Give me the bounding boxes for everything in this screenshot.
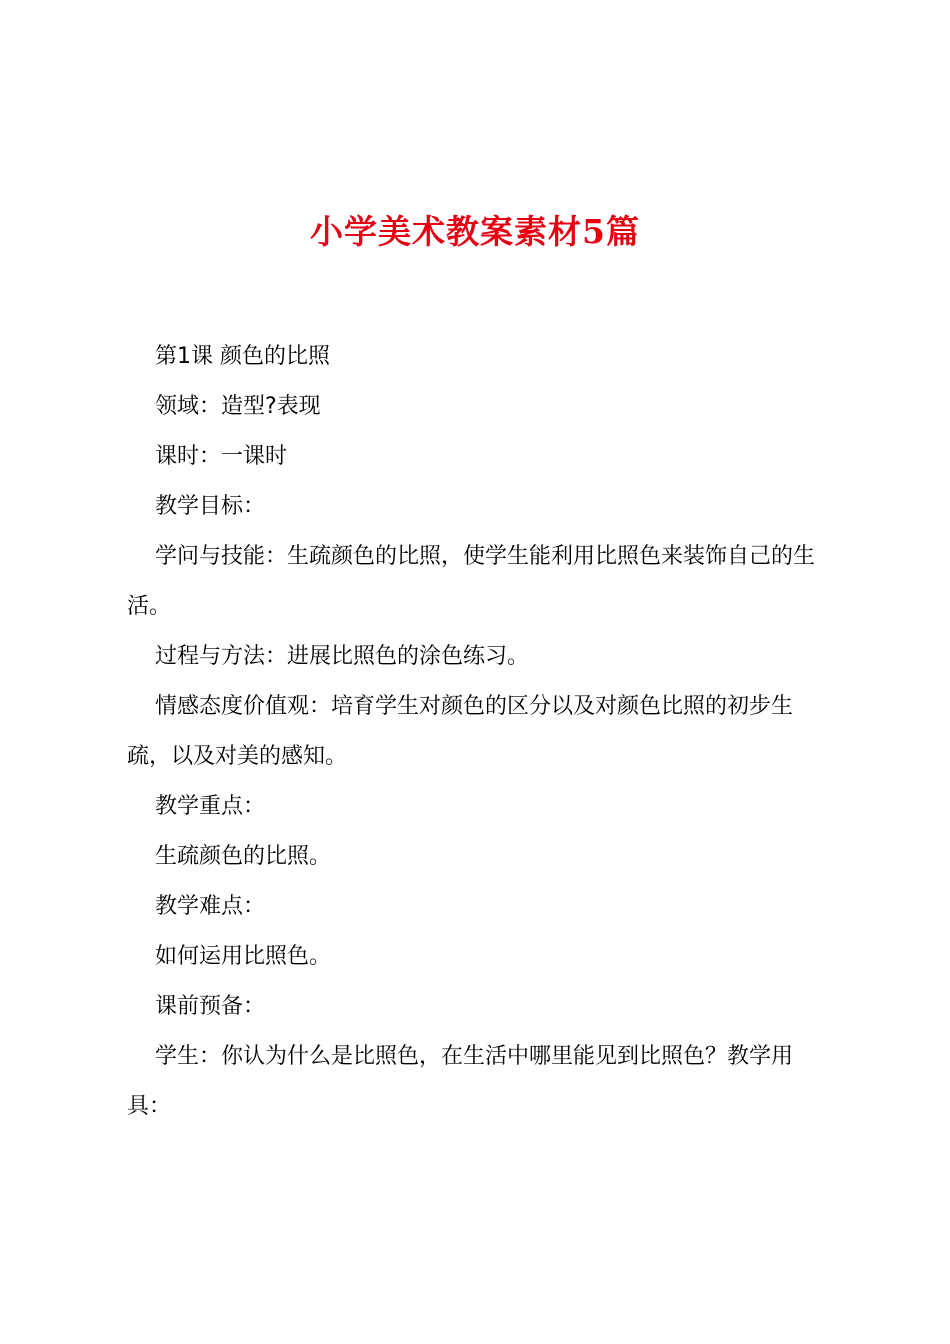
teaching-focus-text: 生疏颜色的比照。 bbox=[155, 844, 332, 869]
class-hours-line: 课时：一课时 bbox=[155, 444, 288, 469]
process-methods-paragraph: 过程与方法：进展比照色的涂色练习。 bbox=[155, 644, 530, 669]
teaching-difficulty-text: 如何运用比照色。 bbox=[155, 944, 332, 969]
lesson-heading: 第1课 颜色的比照 bbox=[155, 344, 330, 369]
document-body bbox=[127, 332, 832, 1132]
student-preparation-paragraph: 学生：你认为什么是比照色，在生活中哪里能见到比照色？教学用具： bbox=[127, 1044, 794, 1119]
knowledge-skills-paragraph: 学问与技能：生疏颜色的比照，使学生能利用比照色来装饰自己的生活。 bbox=[127, 544, 816, 619]
field-line: 领域：造型?表现 bbox=[155, 394, 321, 419]
document-title: 小学美术教案素材5篇 bbox=[310, 212, 640, 251]
teaching-focus-heading: 教学重点： bbox=[155, 794, 266, 819]
teaching-difficulty-heading: 教学难点： bbox=[155, 894, 266, 919]
teaching-goals-heading: 教学目标： bbox=[155, 494, 266, 519]
emotional-values-paragraph: 情感态度价值观：培育学生对颜色的区分以及对颜色比照的初步生疏，以及对美的感知。 bbox=[127, 694, 794, 769]
preparation-heading: 课前预备： bbox=[155, 994, 266, 1019]
